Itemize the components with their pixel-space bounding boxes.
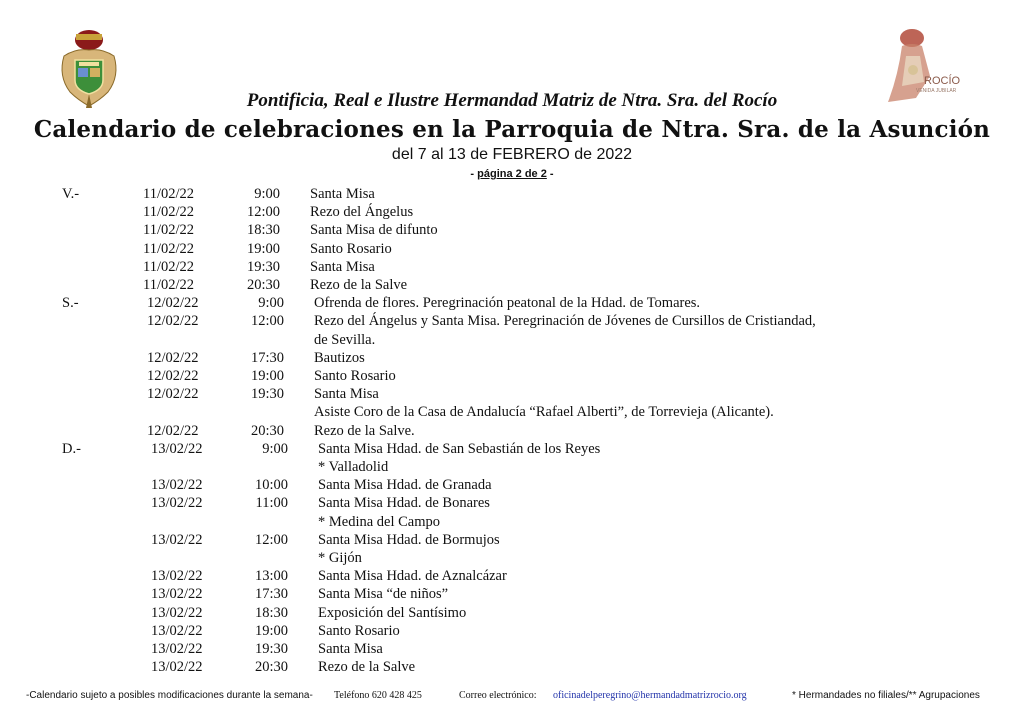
event-description: Santa Misa	[318, 641, 383, 657]
event-time: 18:30	[254, 604, 288, 621]
page-number-label: página 2 de 2	[477, 168, 547, 180]
event-time: 19:30	[246, 258, 280, 275]
page-indicator: - página 2 de 2 -	[470, 168, 554, 180]
event-description: * Gijón	[318, 550, 362, 566]
event-date: 13/02/22	[151, 495, 203, 512]
footer-email-link[interactable]: oficinadelperegrino@hermandadmatrizrocio.org	[553, 690, 747, 701]
event-date: 11/02/22	[143, 186, 195, 202]
day-label: S.-	[62, 295, 79, 312]
event-description: Rezo de la Salve	[318, 659, 416, 676]
event-date: 13/02/22	[151, 604, 203, 621]
event-description: Rezo de la Salve	[310, 277, 408, 293]
event-description: Santa Misa de difunto	[310, 222, 438, 239]
event-time: 19:00	[246, 240, 280, 257]
event-date: 11/02/22	[143, 222, 195, 239]
event-description: Rezo de la Salve.	[314, 422, 415, 439]
event-date: 12/02/22	[147, 368, 199, 384]
event-description: Asiste Coro de la Casa de Andalucía “Rafael Alberti”, de Torrevieja (Alicante).	[314, 404, 774, 421]
event-description: * Medina del Campo	[318, 513, 441, 530]
event-time: 20:30	[250, 422, 284, 439]
event-time: 13:00	[254, 568, 288, 585]
event-time: 11:00	[255, 495, 288, 512]
event-date: 13/02/22	[151, 659, 203, 676]
event-time: 9:00	[254, 186, 280, 202]
event-date: 12/02/22	[147, 349, 199, 366]
event-date: 11/02/22	[143, 204, 195, 221]
event-date: 12/02/22	[147, 422, 199, 439]
event-description: * Valladolid	[318, 459, 389, 475]
event-date: 12/02/22	[147, 313, 199, 330]
day-label: V.-	[62, 186, 80, 202]
event-time: 9:00	[262, 440, 288, 457]
event-description: Santo Rosario	[318, 622, 400, 639]
event-description: de Sevilla.	[314, 331, 376, 348]
event-time: 20:30	[254, 659, 288, 676]
event-description: Ofrenda de flores. Peregrinación peatonal de la Hdad. de Tomares.	[314, 295, 701, 312]
event-time: 12:00	[250, 313, 284, 330]
event-time: 17:30	[250, 349, 284, 366]
footer-disclaimer: -Calendario sujeto a posibles modificaciones durante la semana-	[26, 690, 313, 701]
event-description: Santo Rosario	[314, 368, 396, 384]
event-description: Santa Misa Hdad. de Granada	[318, 477, 492, 494]
event-time: 19:30	[254, 641, 288, 657]
event-date: 12/02/22	[147, 386, 199, 403]
event-date: 13/02/22	[151, 440, 203, 457]
event-time: 19:00	[250, 368, 284, 384]
event-time: 20:30	[246, 277, 280, 293]
event-time: 9:00	[258, 295, 284, 312]
event-date: 13/02/22	[151, 568, 203, 585]
event-description: Rezo del Ángelus y Santa Misa. Peregrinación de Jóvenes de Cursillos de Cristiandad,	[314, 313, 816, 330]
event-date: 13/02/22	[151, 622, 203, 639]
day-label: D.-	[62, 440, 81, 457]
event-time: 19:00	[254, 622, 288, 639]
event-description: Santa Misa Hdad. de Bormujos	[318, 531, 500, 548]
event-date: 11/02/22	[143, 258, 195, 275]
event-description: Santa Misa Hdad. de Bonares	[318, 495, 490, 512]
event-description: Exposición del Santísimo	[318, 604, 467, 621]
logo-rocio-text: ROCÍO	[924, 75, 960, 87]
event-description: Santa Misa	[314, 386, 379, 403]
event-description: Santa Misa Hdad. de Aznalcázar	[318, 568, 507, 585]
event-description: Santa Misa “de niños”	[318, 586, 449, 603]
event-date: 11/02/22	[143, 277, 195, 293]
event-description: Santa Misa	[310, 258, 375, 275]
event-date: 12/02/22	[147, 295, 199, 312]
event-time: 17:30	[254, 586, 288, 603]
event-description: Santa Misa	[310, 186, 375, 202]
event-description: Rezo del Ángelus	[310, 204, 414, 221]
event-time: 12:00	[254, 531, 288, 548]
event-time: 10:00	[254, 477, 288, 494]
svg-text:VENIDA JUBILAR: VENIDA JUBILAR	[916, 88, 957, 94]
footer-phone: Teléfono 620 428 425	[334, 690, 422, 701]
event-description: Santo Rosario	[310, 240, 392, 257]
event-date: 13/02/22	[151, 477, 203, 494]
page-title: Calendario de celebraciones en la Parroquia de Ntra. Sra. de la Asunción	[33, 116, 991, 143]
event-date: 13/02/22	[151, 531, 203, 548]
event-date: 11/02/22	[143, 240, 195, 257]
brotherhood-subtitle: Pontificia, Real e Ilustre Hermandad Matriz de Ntra. Sra. del Rocío	[246, 90, 778, 111]
footer-email-label: Correo electrónico:	[459, 690, 537, 701]
date-range: del 7 al 13 de FEBRERO de 2022	[391, 146, 633, 163]
event-description: Santa Misa Hdad. de San Sebastián de los Reyes	[318, 440, 601, 457]
event-date: 13/02/22	[151, 641, 203, 657]
event-time: 12:00	[246, 204, 280, 221]
event-description: Bautizos	[314, 349, 365, 366]
footer-note: * Hermandades no filiales/** Agrupaciones	[792, 690, 980, 701]
event-date: 13/02/22	[151, 586, 203, 603]
event-time: 18:30	[246, 222, 280, 239]
event-time: 19:30	[250, 386, 284, 403]
